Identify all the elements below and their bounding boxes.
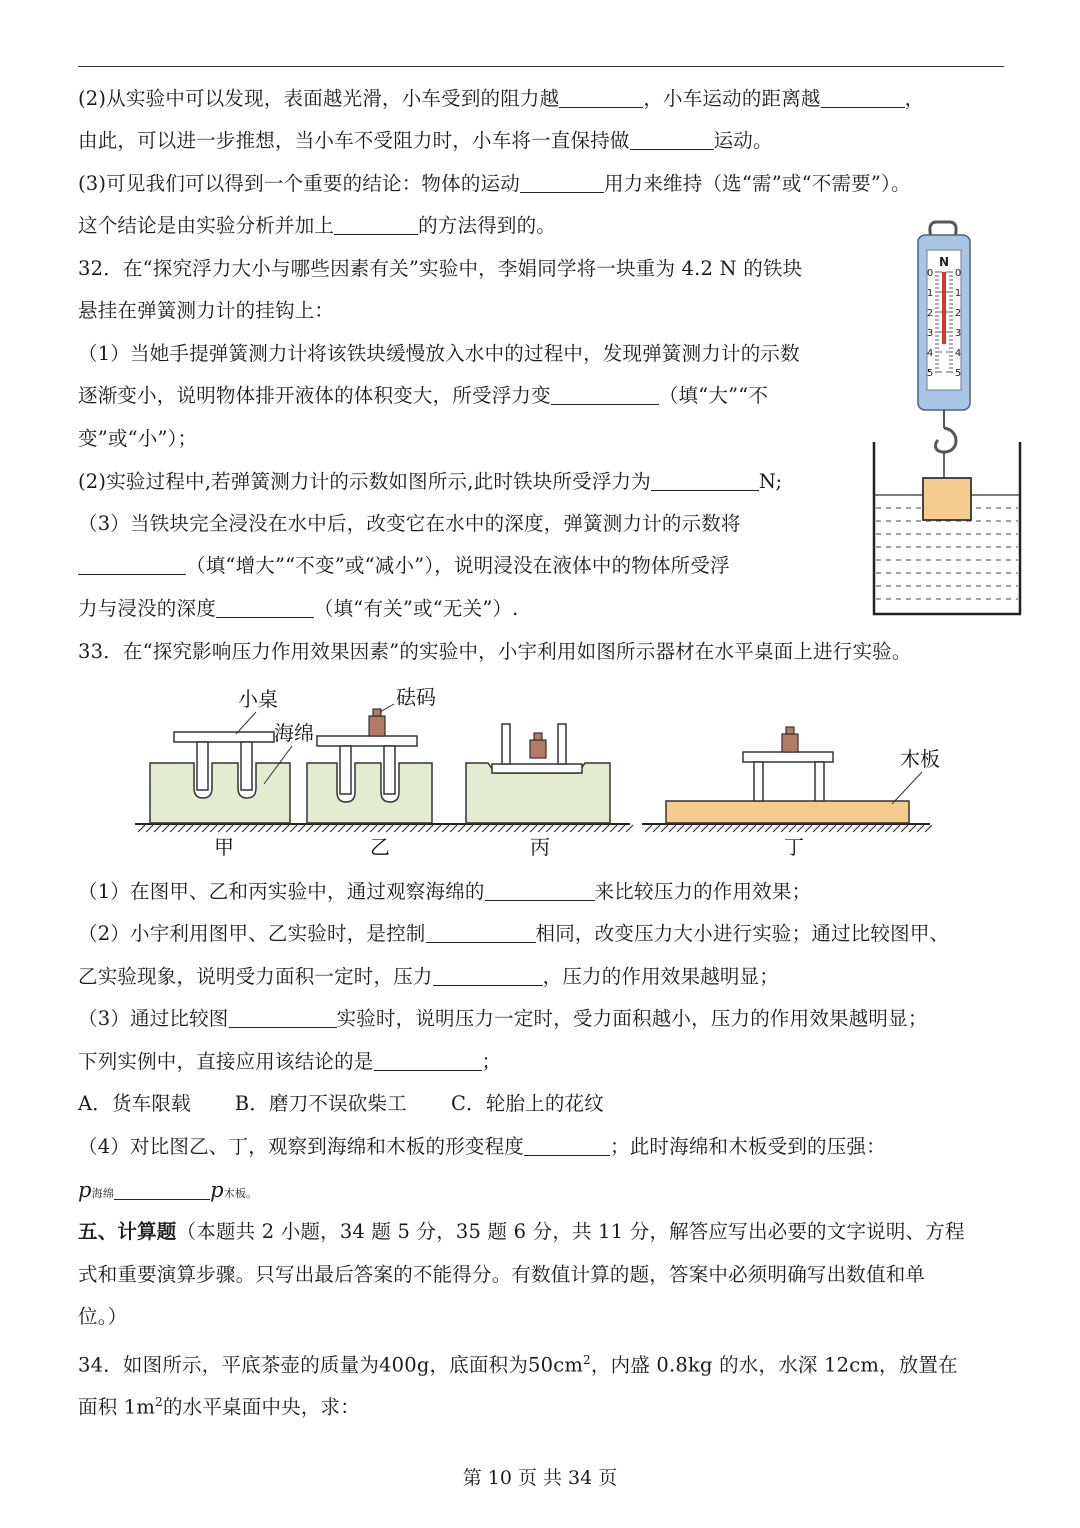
ground-hatch-mark xyxy=(274,825,281,832)
section5-desc-line3: 位。） xyxy=(78,1305,128,1328)
option-a[interactable]: A．货车限载 xyxy=(78,1092,191,1115)
ground-hatch-mark xyxy=(498,825,505,832)
ground-hatch-mark xyxy=(757,825,764,832)
ground-hatch-mark xyxy=(586,825,593,832)
scale-tick-label-right: 5 xyxy=(954,368,962,379)
caption-yi: 乙 xyxy=(370,835,390,859)
scale-tick-label-left: 2 xyxy=(926,308,934,319)
ground-hatch-mark xyxy=(458,825,465,832)
answer-blank[interactable] xyxy=(485,880,595,901)
ground-hatch-mark xyxy=(514,825,521,832)
ground-hatch-mark xyxy=(741,825,748,832)
ground-hatch-mark xyxy=(917,825,924,832)
ground-hatch-mark xyxy=(709,825,716,832)
ground-hatch-mark xyxy=(829,825,836,832)
iron-block xyxy=(923,478,971,520)
ground-hatch-mark xyxy=(797,825,804,832)
option-c[interactable]: C．轮胎上的花纹 xyxy=(450,1092,604,1115)
q31-part3-line2: 这个结论是由实验分析并加上 的方法得到的。 xyxy=(78,214,557,237)
ground-hatch-mark xyxy=(354,825,361,832)
ground-hatch-mark xyxy=(562,825,569,832)
q32-sub3-line3: 力与浸没的深度 （填“有关”或“无关”）. xyxy=(78,597,519,620)
q34-line1: 34．如图所示，平底茶壶的质量为400g，底面积为$50cm^2$，内盛 0.8kg 的水，水深 12cm，放置在 xyxy=(78,1353,958,1377)
scale-tick-label-left: 3 xyxy=(926,328,934,339)
q32-stem-line1: 32．在“探究浮力大小与哪些因素有关”实验中，李娟同学将一块重为 4.2 N 的铁块 xyxy=(78,257,803,280)
ground-hatch-mark xyxy=(370,825,377,832)
ground-hatch-mark xyxy=(877,825,884,832)
ground-hatch-mark xyxy=(765,825,772,832)
answer-blank[interactable] xyxy=(229,1007,337,1028)
scale-tick-label-left: 1 xyxy=(926,288,934,299)
spring-scale-figure xyxy=(864,220,1024,620)
q32-sub1-line2: 逐渐变小，说明物体排开液体的体积变大，所受浮力变 （填“大”“不 xyxy=(78,384,769,407)
scale-tick-label-right: 0 xyxy=(954,268,962,279)
scale-pointer-rod xyxy=(942,272,946,344)
ground-hatch-mark xyxy=(546,825,553,832)
top-rule xyxy=(78,66,1004,67)
setup-yi xyxy=(307,709,432,823)
wooden-board xyxy=(666,801,909,823)
ground-hatch-mark xyxy=(909,825,916,832)
small-table-leg-bing xyxy=(558,724,566,764)
ground-hatch-mark xyxy=(290,825,297,832)
ground-hatch-mark xyxy=(685,825,692,832)
scale-tick-label-right: 2 xyxy=(954,308,962,319)
option-b[interactable]: B．磨刀不误砍柴工 xyxy=(234,1092,407,1115)
ground-hatch-mark xyxy=(298,825,305,832)
q32-stem-line2: 悬挂在弹簧测力计的挂钩上： xyxy=(78,299,335,322)
ground-hatch-mark xyxy=(626,825,633,832)
small-table-top-bing xyxy=(492,764,582,773)
answer-blank[interactable] xyxy=(426,922,536,943)
small-table-top-jia xyxy=(174,732,274,742)
ground-hatch-mark xyxy=(218,825,225,832)
weight-knob-bing xyxy=(534,733,542,740)
ground-hatch-mark xyxy=(402,825,409,832)
ground-hatch-mark xyxy=(789,825,796,832)
ground-hatch-mark xyxy=(602,825,609,832)
ground-hatch-mark xyxy=(250,825,257,832)
ground-hatch-mark xyxy=(669,825,676,832)
scale-hook xyxy=(936,428,956,452)
scale-tick-label-left: 5 xyxy=(926,368,934,379)
leader-table xyxy=(236,712,256,734)
q33-sub2-line2: 乙实验现象，说明受力面积一定时，压力 ，压力的作用效果越明显； xyxy=(78,965,780,988)
q33-sub3-line1: （3）通过比较图 实验时，说明压力一定时，受力面积越小，压力的作用效果越明显； xyxy=(78,1007,928,1030)
ground-hatch-mark xyxy=(434,825,441,832)
ground-hatch-mark xyxy=(170,825,177,832)
ground-hatch-mark xyxy=(306,825,313,832)
q33-sub4-line1: （4）对比图乙、丁，观察到海绵和木板的形变程度 ；此时海绵和木板受到的压强： xyxy=(78,1135,886,1158)
ground-hatch-mark xyxy=(314,825,321,832)
answer-blank[interactable] xyxy=(559,87,643,108)
ground-hatch-mark xyxy=(322,825,329,832)
q33-sub4-line2: p海绵 p木板。 xyxy=(78,1178,258,1202)
weight-knob-yi xyxy=(373,709,381,716)
ground-hatch-mark xyxy=(506,825,513,832)
ground-hatch-mark xyxy=(725,825,732,832)
q31-part2-line1: (2)从实验中可以发现，表面越光滑，小车受到的阻力越 ，小车运动的距离越 ， xyxy=(78,87,925,110)
ground-hatch-mark xyxy=(226,825,233,832)
section5-desc-line2: 式和重要演算步骤。只写出最后答案的不能得分。有数值计算的题，答案中必须明确写出数值和单 xyxy=(78,1263,926,1286)
ground-hatch-mark xyxy=(138,825,145,832)
caption-bing: 丙 xyxy=(530,835,550,859)
setup-ding xyxy=(666,727,909,823)
ground-hatch-mark xyxy=(869,825,876,832)
ground-hatch-mark xyxy=(418,825,425,832)
sponge-jia xyxy=(150,763,290,823)
q33-stem: 33．在“探究影响压力作用效果因素”的实验中，小宇利用如图所示器材在水平桌面上进行实验。 xyxy=(78,640,912,663)
ground-hatch-mark xyxy=(749,825,756,832)
sponge-yi xyxy=(307,763,432,823)
ground-hatch-mark xyxy=(578,825,585,832)
small-table-leg-jia xyxy=(197,742,208,790)
answer-blank[interactable] xyxy=(630,129,714,150)
ground-hatch-mark xyxy=(653,825,660,832)
leader-board xyxy=(892,772,922,804)
small-table-top-ding xyxy=(743,752,833,762)
ground-hatch-mark xyxy=(338,825,345,832)
ground-hatch-mark xyxy=(482,825,489,832)
label-small-table: 小桌 xyxy=(238,687,278,711)
small-table-leg-yi xyxy=(340,746,351,794)
ground-hatch-mark xyxy=(394,825,401,832)
setup-bing xyxy=(466,724,610,823)
ground-hatch-mark xyxy=(594,825,601,832)
ground-hatch-mark xyxy=(717,825,724,832)
ground-hatch-mark xyxy=(154,825,161,832)
ground-hatch-mark xyxy=(266,825,273,832)
ground-hatch-mark xyxy=(186,825,193,832)
water-container xyxy=(874,442,1020,614)
q32-sub2: (2)实验过程中,若弹簧测力计的示数如图所示,此时铁块所受浮力为 N; xyxy=(78,470,783,493)
answer-blank[interactable] xyxy=(520,172,604,193)
caption-ding: 丁 xyxy=(784,835,804,859)
small-table-leg-ding xyxy=(754,762,763,801)
ground-hatch-mark xyxy=(893,825,900,832)
ground-hatch-mark xyxy=(701,825,708,832)
ground-hatch-mark xyxy=(282,825,289,832)
ground-hatch-mark xyxy=(178,825,185,832)
scale-tick-label-right: 4 xyxy=(954,348,962,359)
ground-hatch-mark xyxy=(162,825,169,832)
ground-hatch-mark xyxy=(474,825,481,832)
ground-hatch-mark xyxy=(677,825,684,832)
scale-tick-label-right: 3 xyxy=(954,328,962,339)
answer-blank[interactable] xyxy=(551,384,659,405)
scale-unit-label: N xyxy=(938,255,950,269)
ground-hatch-mark xyxy=(570,825,577,832)
caption-jia: 甲 xyxy=(214,835,234,859)
small-table-top-yi xyxy=(317,736,417,746)
ground-hatch xyxy=(138,825,932,832)
ground-hatch-mark xyxy=(442,825,449,832)
answer-blank[interactable] xyxy=(821,87,905,108)
ground-hatch-mark xyxy=(837,825,844,832)
ground-hatch-mark xyxy=(426,825,433,832)
leader-weight xyxy=(380,704,394,712)
q32-sub3-line1: （3）当铁块完全浸没在水中后，改变它在水中的深度，弹簧测力计的示数将 xyxy=(78,512,741,535)
answer-blank[interactable] xyxy=(216,597,314,618)
ground-hatch-mark xyxy=(490,825,497,832)
answer-blank[interactable] xyxy=(651,470,759,491)
ground-hatch-mark xyxy=(554,825,561,832)
ground-hatch-mark xyxy=(410,825,417,832)
ground-hatch-mark xyxy=(330,825,337,832)
ground-hatch-mark xyxy=(813,825,820,832)
ground-hatch-mark xyxy=(610,825,617,832)
weight-body-bing xyxy=(530,740,546,758)
pressure-experiment-figure xyxy=(130,678,940,864)
ground-hatch-mark xyxy=(258,825,265,832)
ground-hatch-mark xyxy=(618,825,625,832)
ground-hatch-mark xyxy=(821,825,828,832)
ground-hatch-mark xyxy=(885,825,892,832)
small-table-leg-yi xyxy=(384,746,395,794)
scale-tick-label-left: 4 xyxy=(926,348,934,359)
label-weight: 砝码 xyxy=(396,685,436,709)
q31-part2-line2: 由此，可以进一步推想，当小车不受阻力时，小车将一直保持做 运动。 xyxy=(78,129,773,152)
ground-hatch-mark xyxy=(234,825,241,832)
q34-line2: 面积 $1m^2$的水平桌面中央，求： xyxy=(78,1395,360,1419)
small-table-leg-jia xyxy=(241,742,252,790)
q33-sub3-line2: 下列实例中，直接应用该结论的是 ； xyxy=(78,1050,502,1073)
ground-hatch-mark xyxy=(733,825,740,832)
ground-hatch-mark xyxy=(242,825,249,832)
water-hatching xyxy=(876,508,1018,599)
ground-hatch-mark xyxy=(346,825,353,832)
ground-hatch-mark xyxy=(925,825,932,832)
answer-blank[interactable] xyxy=(524,1135,610,1156)
ground-hatch-mark xyxy=(466,825,473,832)
scale-tick-label-left: 0 xyxy=(926,268,934,279)
ground-hatch-mark xyxy=(210,825,217,832)
ground-hatch-mark xyxy=(661,825,668,832)
answer-blank[interactable] xyxy=(334,214,418,235)
label-sponge: 海绵 xyxy=(274,721,314,745)
section5-header: 五、计算题（本题共 2 小题，34 题 5 分，35 题 6 分，共 11 分，解答应写出必要的文字说明、方程 xyxy=(78,1220,965,1243)
q31-part3-line1: (3)可见我们可以得到一个重要的结论：物体的运动 用力来维持（选“需”或“不需要”）。 xyxy=(78,172,911,195)
q33-sub1: （1）在图甲、乙和丙实验中，通过观察海绵的 来比较压力的作用效果； xyxy=(78,880,812,903)
ground-hatch-mark xyxy=(861,825,868,832)
answer-blank[interactable] xyxy=(374,1050,482,1071)
answer-blank[interactable] xyxy=(78,554,186,575)
ground-hatch-mark xyxy=(773,825,780,832)
ground-hatch-mark xyxy=(522,825,529,832)
ground-hatch-mark xyxy=(538,825,545,832)
ground-hatch-mark xyxy=(901,825,908,832)
weight-body-yi xyxy=(369,716,385,736)
answer-blank[interactable] xyxy=(433,965,543,986)
small-table-leg-ding xyxy=(815,762,824,801)
ground-hatch-mark xyxy=(853,825,860,832)
ground-hatch-mark xyxy=(450,825,457,832)
ground-hatch-mark xyxy=(693,825,700,832)
ground-hatch-mark xyxy=(845,825,852,832)
q32-sub1-line1: （1）当她手提弹簧测力计将该铁块缓慢放入水中的过程中，发现弹簧测力计的示数 xyxy=(78,342,800,365)
q33-sub2-line1: （2）小宇利用图甲、乙实验时，是控制 相同，改变压力大小进行实验；通过比较图甲、 xyxy=(78,922,950,945)
q32-sub1-line3: 变”或“小”）； xyxy=(78,427,198,450)
scale-tick-label-right: 1 xyxy=(954,288,962,299)
ground-hatch-mark xyxy=(202,825,209,832)
weight-knob-ding xyxy=(786,727,794,734)
ground-hatch-mark xyxy=(805,825,812,832)
weight-body-ding xyxy=(782,734,798,752)
label-board: 木板 xyxy=(900,747,940,771)
section5-title: 五、计算题 xyxy=(78,1220,177,1243)
small-table-leg-bing xyxy=(502,724,510,764)
ground-hatch-mark xyxy=(362,825,369,832)
ground-hatch-mark xyxy=(645,825,652,832)
ground-hatch-mark xyxy=(386,825,393,832)
q32-sub3-line2: （填“增大”“不变”或“减小”），说明浸没在液体中的物体所受浮 xyxy=(78,553,730,579)
ground-hatch-mark xyxy=(194,825,201,832)
ground-hatch-mark xyxy=(378,825,385,832)
ground-hatch-mark xyxy=(530,825,537,832)
ground-hatch-mark xyxy=(146,825,153,832)
page-footer: 第 10 页 共 34 页 xyxy=(462,1467,618,1489)
answer-blank[interactable] xyxy=(114,1179,210,1200)
q33-options xyxy=(78,1091,604,1117)
ground-hatch-mark xyxy=(781,825,788,832)
